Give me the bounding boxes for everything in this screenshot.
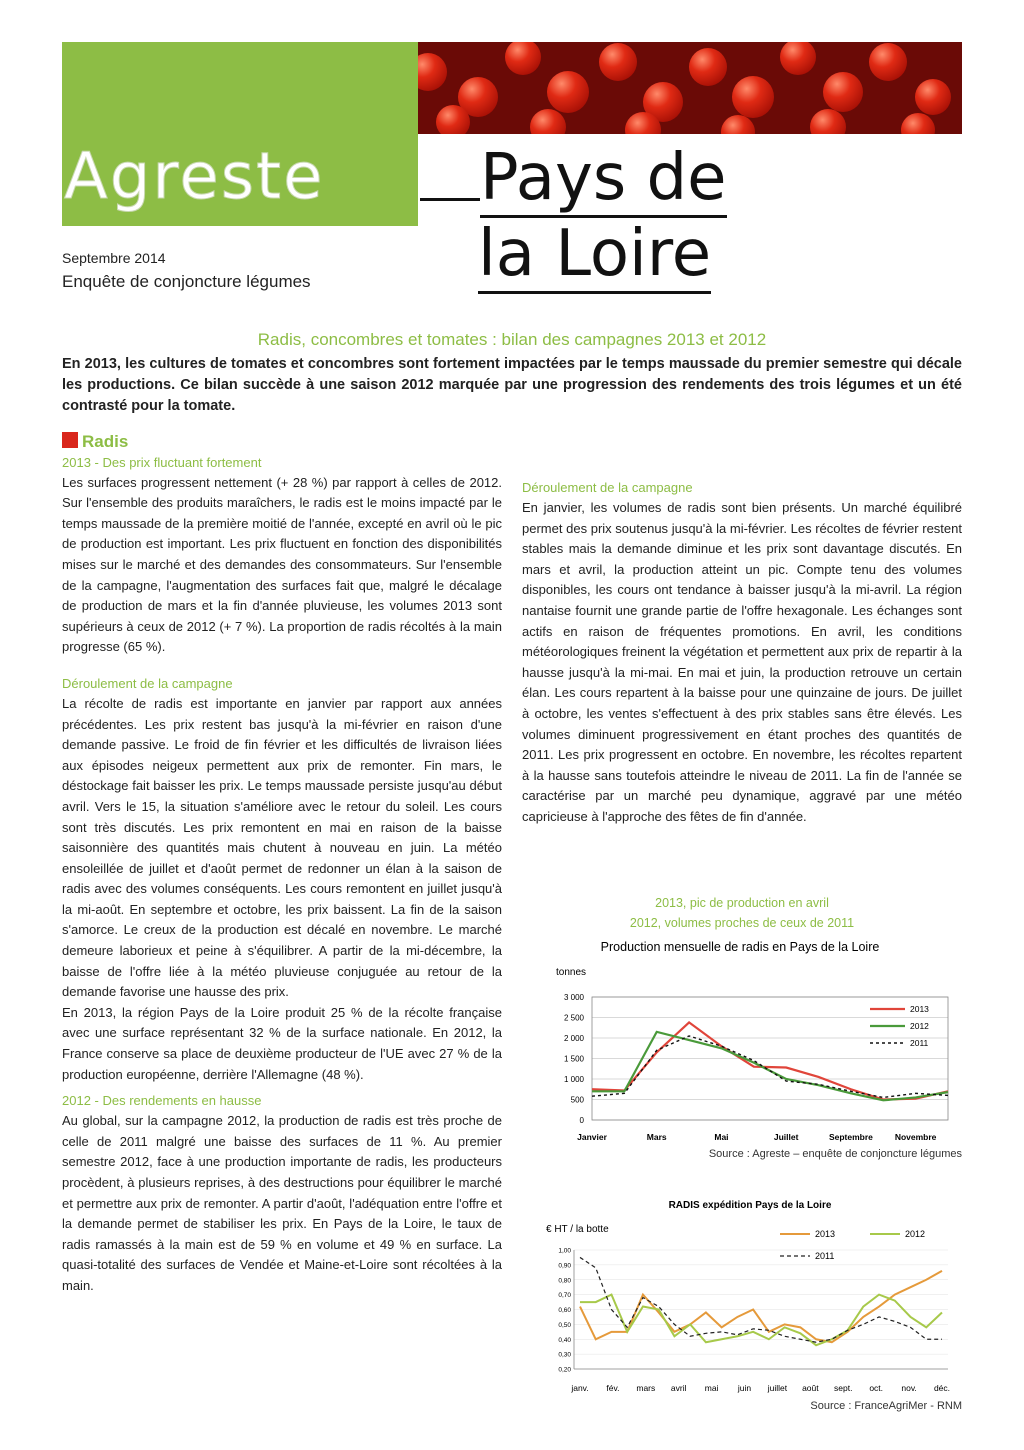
- page-title-line2: la Loire: [478, 218, 711, 290]
- y-tick-label: 0,50: [558, 1321, 571, 1329]
- series-line-2013: [580, 1271, 942, 1342]
- subheading-campaign-2012: Déroulement de la campagne: [522, 480, 693, 495]
- chart1-caption: [522, 893, 962, 933]
- tomato-decoration: [869, 43, 907, 81]
- x-tick-label: Juillet: [773, 1132, 799, 1142]
- chart1-source: Source : Agreste – enquête de conjoncture légumes: [708, 1148, 962, 1160]
- y-tick-label: 3 000: [563, 993, 584, 1002]
- y-tick-label: 0,20: [558, 1366, 571, 1374]
- legend-label: 2013: [815, 1229, 836, 1239]
- y-tick-label: 1,00: [558, 1247, 571, 1255]
- chart1-caption-line2: 2012, volumes proches de ceux de 2011: [629, 916, 855, 930]
- tomato-decoration: [505, 42, 541, 75]
- legend-label: 2013: [910, 1004, 929, 1014]
- survey-name: Enquête de conjoncture légumes: [62, 272, 311, 291]
- x-tick-label: Septembre: [828, 1132, 873, 1142]
- right-column: [522, 478, 962, 828]
- tomato-decoration: [436, 105, 470, 134]
- series-line-2013: [592, 1022, 948, 1099]
- section-heading: Radis: [62, 432, 502, 453]
- paragraph: En 2013, la région Pays de la Loire produit 25 % de la récolte française avec une surface représentant 32 % de la surface nationale. En 2012, la France conserve sa place de deuxième producteur de l'UE avec 27 % de la production européenne, derrière l'Allemagne (48 %).: [62, 1004, 502, 1082]
- tomato-photo-banner: [418, 42, 962, 134]
- brand-logo: Agreste: [64, 140, 325, 214]
- legend-label: 2012: [905, 1229, 926, 1239]
- legend-label: 2012: [910, 1021, 929, 1031]
- article-lead: En 2013, les cultures de tomates et concombres sont fortement impactées par le temps maussade du premier semestre qui décale les productions. Ce bilan succède à une saison 2012 marquée par une progression des rendements des trois légumes et un été contrasté pour la tomate.: [62, 356, 962, 414]
- x-tick-label: fév.: [606, 1383, 620, 1393]
- tomato-decoration: [823, 72, 863, 112]
- tomato-decoration: [915, 79, 951, 115]
- chart1-caption-line1: 2013, pic de production en avril: [655, 896, 829, 910]
- page-title-line1: Pays de: [420, 142, 820, 214]
- x-tick-label: juillet: [767, 1383, 788, 1393]
- x-tick-label: oct.: [869, 1383, 884, 1393]
- tomato-decoration: [780, 42, 816, 75]
- y-tick-label: 500: [570, 1095, 584, 1105]
- y-tick-label: 0: [579, 1116, 584, 1125]
- x-tick-label: avril: [670, 1383, 687, 1393]
- legend-label: 2011: [910, 1038, 929, 1048]
- article-headline: Radis, concombres et tomates : bilan des campagnes 2013 et 2012: [257, 330, 767, 349]
- x-tick-label: Novembre: [894, 1132, 937, 1142]
- paragraph: Au global, sur la campagne 2012, la production de radis est très proche de celle de 2011 malgré une baisse des surfaces de 11 %. Au premier semestre 2012, face à une production importante de radis, les producteurs procèdent, à plusieurs reprises, à des destructions pour équilibrer le marché et permettre aux prix de remonter. A partir d'août, l'adéquation entre l'offre et la demande permet de stabiliser les prix. En Pays de la Loire, le taux de radis ramassés à la main est de 59 % en volume et 49 % en surface. La quasi-totalité des surfaces de Vendée et Maine-et-Loire sont récoltées à la main.: [62, 1113, 502, 1293]
- tomato-decoration: [599, 43, 637, 81]
- legend-label: 2011: [815, 1251, 835, 1261]
- x-tick-label: août: [802, 1383, 819, 1393]
- y-tick-label: 0,60: [558, 1307, 571, 1314]
- x-tick-label: mai: [704, 1383, 719, 1393]
- paragraph: En janvier, les volumes de radis sont bien présents. Un marché équilibré permet des prix soutenus jusqu'à la mi-février. Les récoltes de février restent stables mais la demande diminue et les prix sont davantage discutés. En mars et avril, la production atteint un pic. Compte tenu des volumes disponibles, les cours ont tendance à baisser jusqu'à la mi-avril. La région nantaise fournit une grande partie de l'offre hexagonale. Les échanges sont actifs en raison de fréquentes promotions. En avril, les conditions météorologiques freinent la végétation et permettent aux prix de repartir à la hausse jusqu'à la mi-mai. En mai et juin, la production retrouve un certain élan. Les cours repartent à la baisse pour une quinzaine de jours. De juillet à octobre, les ventes s'effectuent à des prix stables sans être élevés. Les volumes diminuent progressivement en étant proches des quantités de 2011. Les prix progressent en octobre. En novembre, les récoltes repartent à la hausse sans toutefois atteindre le niveau de 2011. La fin de l'année se caractérise par un marché peu dynamique, aggravé par une météo capricieuse à l'approche des fêtes de fin d'année.: [522, 500, 962, 824]
- y-tick-label: 0,70: [558, 1292, 571, 1300]
- y-tick-label: 0,80: [558, 1277, 571, 1285]
- tomato-decoration: [418, 53, 447, 91]
- x-tick-label: janv.: [571, 1383, 589, 1393]
- y-tick-label: 0,90: [558, 1262, 571, 1270]
- chart2-source: Source : FranceAgriMer - RNM: [810, 1400, 962, 1412]
- tomato-decoration: [689, 48, 727, 86]
- x-tick-label: nov.: [901, 1383, 917, 1393]
- y-tick-label: 0,40: [558, 1336, 571, 1344]
- publication-date: Septembre 2014: [62, 250, 166, 266]
- left-column: [62, 432, 502, 1297]
- subheading-2013: 2013 - Des prix fluctuant fortement: [62, 454, 262, 470]
- tomato-decoration: [732, 76, 774, 118]
- y-axis-label: € HT / la botte: [546, 1224, 609, 1235]
- x-tick-label: Mai: [714, 1132, 729, 1142]
- production-line-chart: [540, 935, 970, 1160]
- chart-title: RADIS expédition Pays de la Loire: [668, 1200, 832, 1211]
- y-tick-label: 2 500: [563, 1013, 584, 1023]
- y-tick-label: 1 500: [563, 1054, 584, 1064]
- y-axis-label: tonnes: [556, 967, 587, 978]
- red-square-icon: [62, 432, 78, 448]
- y-tick-label: 2 000: [563, 1034, 584, 1043]
- y-tick-label: 1 000: [563, 1075, 584, 1084]
- y-tick-label: 0,30: [558, 1351, 571, 1359]
- paragraph: La récolte de radis est importante en janvier par rapport aux années précédentes. Les prix restent bas jusqu'à la mi-février en raison d'une demande passive. Le froid de fin février et les difficultés de livraison liées aux épisodes neigeux permettent aux prix de remonter. Fin mars, le déstockage fait baisser les prix. Le temps maussade persiste jusqu'au début avril. Vers le 15, la situation s'améliore avec le retour du soleil. Les cours sont très discutés. Les prix remontent en mai en raison de la baisse saisonnière des quantités mais chutent à nouveau en juin. La météo ensoleillée de juillet et d'août permet de redonner un élan à la saison de radis avec des volumes conséquents. Les cours remontent en juillet jusqu'à la mi-août. En septembre et octobre, les prix baissent. La fin de la saison s'amorce. Le creux de la production est décalé en novembre. Le marché demeure laborieux et peine à s'équilibrer. A partir de la mi-décembre, la baisse de l'offre liée à la météo pluvieuse conjuguée au retour de la demande favorise une hausse des prix.: [62, 695, 502, 1000]
- x-tick-label: mars: [636, 1383, 656, 1393]
- subheading-campaign: Déroulement de la campagne: [62, 675, 233, 691]
- chart-title: Production mensuelle de radis en Pays de la Loire: [600, 940, 880, 954]
- price-line-chart: [540, 1192, 970, 1397]
- subheading-2012: 2012 - Des rendements en hausse: [62, 1093, 262, 1109]
- x-tick-label: sept.: [834, 1383, 853, 1393]
- paragraph: Les surfaces progressent nettement (+ 28 %) par rapport à celles de 2012. Sur l'ensemble des produits maraîchers, le radis est le moins impacté par le temps maussade de la première moitié de l'année, excepté en avril où le pic de production est important. Les prix fluctuent en fonction des disponibilités mises sur le marché et des demandes des consommateurs. Sur l'ensemble de la campagne, l'augmentation des surfaces fait que, malgré le décalage de production de mars et la fin d'année pluvieuse, les volumes 2013 sont supérieurs à ceux de 2012 (+ 7 %). La proportion de radis récoltés à la main progresse (65 %).: [62, 474, 502, 655]
- tomato-decoration: [547, 71, 589, 113]
- tomato-decoration: [810, 109, 846, 134]
- tomato-decoration: [530, 109, 566, 134]
- x-tick-label: déc.: [933, 1383, 951, 1393]
- x-tick-label: juin: [737, 1383, 752, 1393]
- tomato-decoration: [901, 113, 935, 134]
- x-tick-label: Janvier: [577, 1132, 607, 1142]
- x-tick-label: Mars: [646, 1132, 667, 1142]
